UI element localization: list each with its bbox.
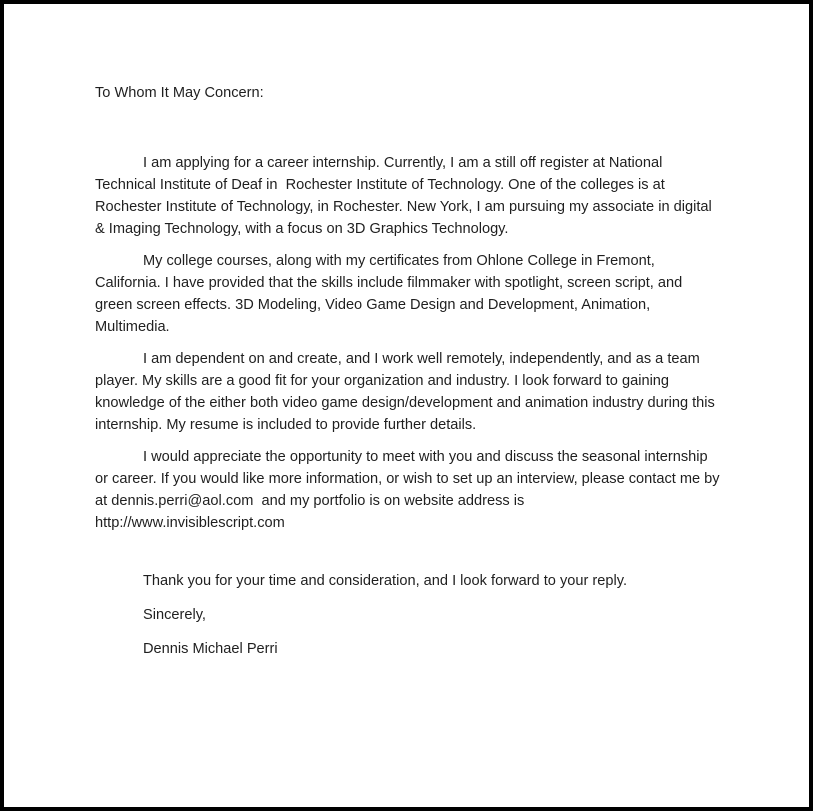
signature: Dennis Michael Perri <box>143 641 278 657</box>
salutation: To Whom It May Concern: <box>95 85 264 101</box>
body-paragraph-3: I am dependent on and create, and I work well remotely, independently, and as a team player. My skills are a good fit for your organization and industry. I look forward to gaining knowledge of the either both video game design/development and animation industry during this internship. My resume is included to provide further details. <box>95 351 719 433</box>
signoff: Sincerely, <box>143 607 206 623</box>
body-paragraph-1: I am applying for a career internship. Currently, I am a still off register at National Technical Institute of Deaf in Rochester Institute of Technology. One of the colleges is at Rochester Institute of Technology, in Rochester. New York, I am pursuing my associate in digital & Imaging Technology, with a focus on 3D Graphics Technology. <box>95 155 716 237</box>
cover-letter <box>4 4 809 660</box>
body-paragraph-4: I would appreciate the opportunity to meet with you and discuss the seasonal internship or career. If you would like more information, or wish to set up an interview, please contact me by at dennis.perri@aol.com and my portfolio is on website address is http://www.invisiblescript.com <box>95 449 724 531</box>
closing-block <box>95 570 720 660</box>
body-paragraph-2: My college courses, along with my certificates from Ohlone College in Fremont, California. I have provided that the skills include filmmaker with spotlight, screen script, and green screen effects. 3D Modeling, Video Game Design and Development, Animation, Multimedia. <box>95 253 687 335</box>
thanks-line: Thank you for your time and consideration, and I look forward to your reply. <box>143 573 628 589</box>
